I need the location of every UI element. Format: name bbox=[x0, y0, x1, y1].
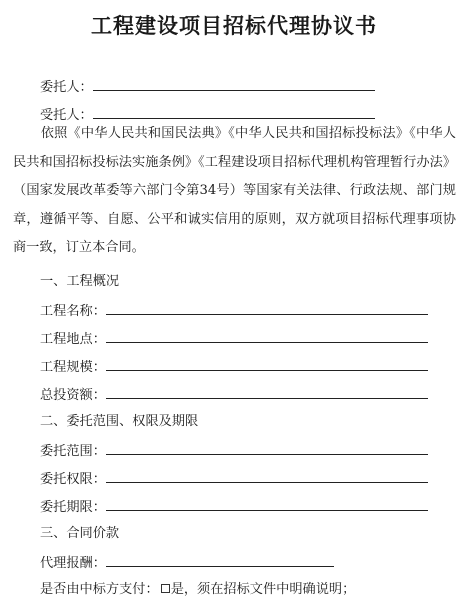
field-authority bbox=[40, 468, 428, 488]
principal-row bbox=[40, 76, 375, 96]
field-scope bbox=[40, 440, 428, 460]
field-blank[interactable] bbox=[106, 552, 334, 567]
field-label: 工程名称： bbox=[40, 304, 106, 319]
payment-suffix: 是，须在招标文件中明确说明； bbox=[170, 582, 356, 597]
field-blank[interactable] bbox=[106, 300, 428, 315]
field-label: 委托权限： bbox=[40, 472, 106, 487]
field-label: 代理报酬： bbox=[40, 556, 106, 571]
field-project-name bbox=[40, 300, 428, 320]
field-blank[interactable] bbox=[106, 440, 428, 455]
agent-label: 受托人： bbox=[40, 108, 93, 123]
field-label: 委托期限： bbox=[40, 500, 106, 515]
field-blank[interactable] bbox=[106, 384, 428, 399]
field-label: 总投资额： bbox=[40, 388, 106, 403]
principal-blank[interactable] bbox=[93, 76, 375, 91]
field-blank[interactable] bbox=[106, 468, 428, 483]
section2-heading: 二、委托范围、权限及期限 bbox=[40, 414, 199, 429]
field-total-investment bbox=[40, 384, 428, 404]
document-title: 工程建设项目招标代理协议书 bbox=[91, 13, 377, 38]
preamble-paragraph: 依照《中华人民共和国民法典》《中华人民共和国招标投标法》《中华人民共和国招标投标法实施条例》《工程建设项目招标代理机构管理暂行办法》（国家发展改革委等六部门令第34号）等国家有关法律、行政法规、部门规章，遵循平等、自愿、公平和诚实信用的原则，双方就项目招标代理事项协商一致，订立本合同。 bbox=[13, 126, 456, 255]
agent-blank[interactable] bbox=[93, 104, 375, 119]
checkbox-yes[interactable] bbox=[161, 584, 170, 593]
field-project-scale bbox=[40, 356, 428, 376]
field-agency-fee bbox=[40, 552, 334, 572]
field-project-location bbox=[40, 328, 428, 348]
field-label: 委托范围： bbox=[40, 444, 106, 459]
section1-heading: 一、工程概况 bbox=[40, 274, 120, 289]
field-blank[interactable] bbox=[106, 496, 428, 511]
section3-heading: 三、合同价款 bbox=[40, 526, 120, 541]
payment-prefix: 是否由中标方支付： bbox=[40, 582, 159, 597]
principal-label: 委托人： bbox=[40, 80, 93, 95]
field-label: 工程地点： bbox=[40, 332, 106, 347]
field-label: 工程规模： bbox=[40, 360, 106, 375]
field-blank[interactable] bbox=[106, 328, 428, 343]
field-term bbox=[40, 496, 428, 516]
field-blank[interactable] bbox=[106, 356, 428, 371]
payment-by-winner-row bbox=[40, 580, 355, 600]
